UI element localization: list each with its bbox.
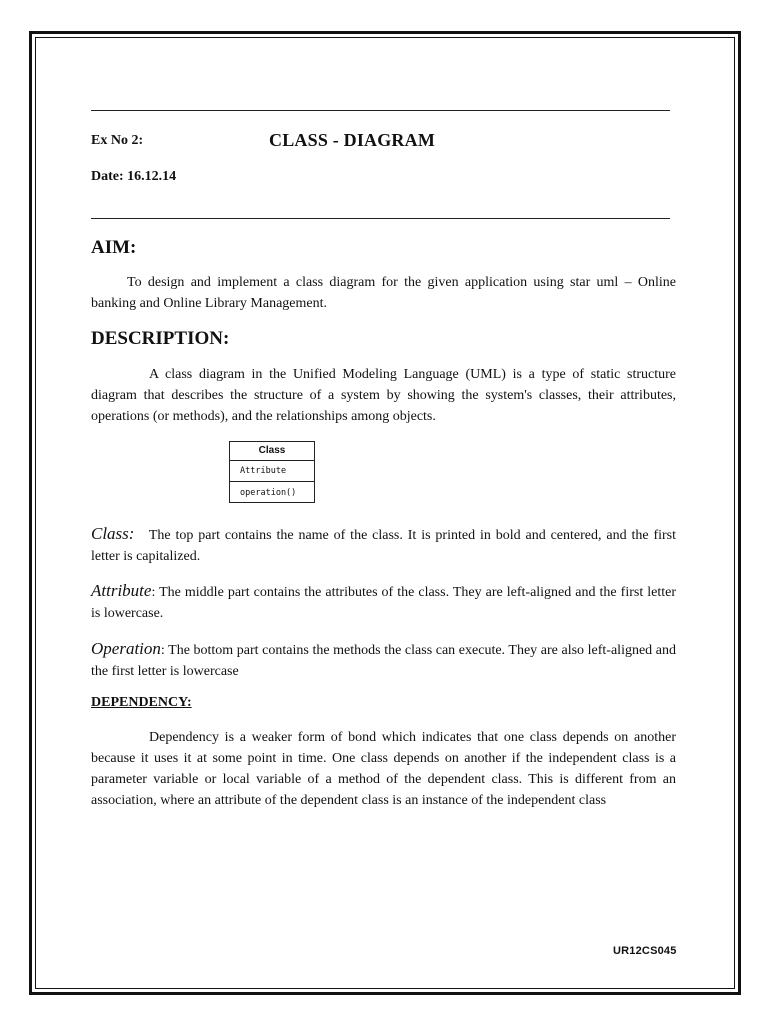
uml-class-box	[229, 441, 315, 503]
class-term: Class:	[91, 524, 135, 543]
operation-text: : The bottom part contains the methods the class can execute. They are also left-aligned and the first letter is lowercase	[91, 643, 676, 679]
uml-class-attribute: Attribute	[230, 461, 314, 482]
class-paragraph	[91, 523, 676, 567]
aim-heading: AIM:	[91, 237, 137, 258]
description-heading: DESCRIPTION:	[91, 328, 230, 349]
exercise-number: Ex No 2:	[91, 133, 144, 148]
uml-class-operation: operation()	[240, 488, 297, 498]
attribute-text: : The middle part contains the attributes of the class. They are left-aligned and the first letter is lowercase.	[91, 585, 676, 621]
aim-text: To design and implement a class diagram for the given application using star uml – Online banking and Online Library Management.	[91, 275, 676, 311]
exercise-date: Date: 16.12.14	[91, 169, 177, 184]
uml-class-name: Class	[230, 442, 314, 461]
description-text: A class diagram in the Unified Modeling Language (UML) is a type of static structure diagram that describes the structure of a system by showing the system's classes, their attributes, operations (or methods), and the relationships among objects.	[91, 367, 676, 424]
dependency-paragraph	[91, 727, 676, 811]
dependency-heading: DEPENDENCY:	[91, 695, 192, 710]
page-title: CLASS - DIAGRAM	[269, 130, 436, 150]
header-bottom-rule	[91, 218, 670, 219]
class-text: The top part contains the name of the class. It is printed in bold and centered, and the first letter is capitalized.	[91, 528, 676, 564]
attribute-paragraph	[91, 580, 676, 624]
roll-number: UR12CS045	[613, 945, 677, 957]
description-paragraph	[91, 364, 676, 427]
dependency-text: Dependency is a weaker form of bond which indicates that one class depends on another because it uses it at some point in time. One class depends on another if the independent class is a parameter variable or local variable of a method of the dependent class. This is different from an association, where an attribute of the dependent class is an instance of the independent class	[91, 730, 676, 808]
attribute-term: Attribute	[91, 581, 152, 600]
operation-paragraph	[91, 638, 676, 682]
operation-term: Operation	[91, 639, 161, 658]
header-top-rule	[91, 110, 670, 111]
aim-paragraph	[91, 272, 676, 314]
